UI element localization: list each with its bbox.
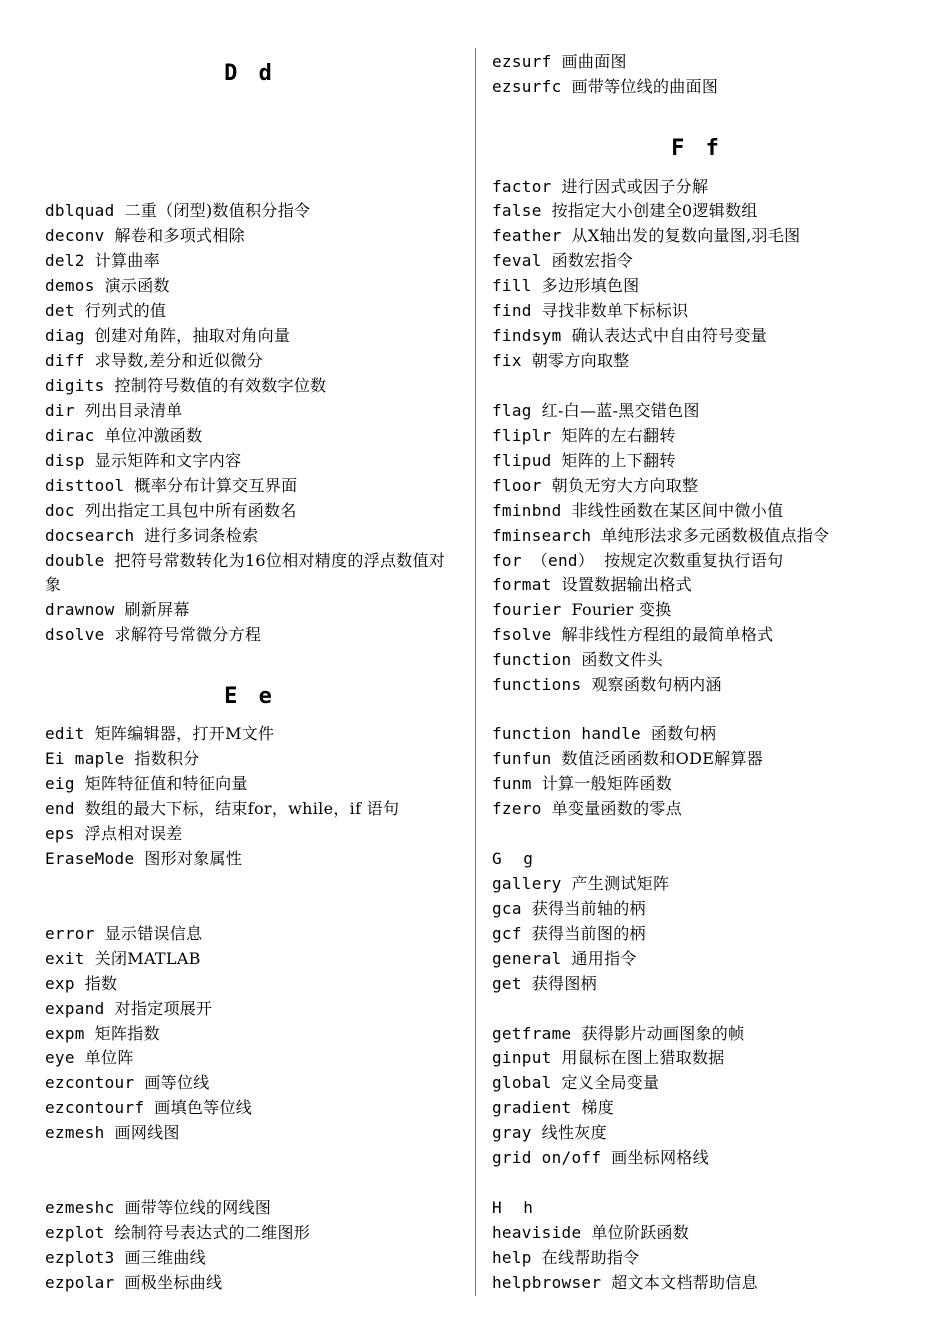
list-item: del2 计算曲率 [45, 251, 160, 270]
list-item: fix 朝零方向取整 [492, 351, 630, 370]
list-item: functions 观察函数句柄内涵 [492, 675, 722, 694]
list-item: expm 矩阵指数 [45, 1024, 160, 1043]
list-item: get 获得图柄 [492, 974, 597, 993]
list-item: ginput 用鼠标在图上猎取数据 [492, 1048, 725, 1067]
list-item: flag 红-白—蓝-黑交错色图 [492, 401, 700, 420]
list-item: ezsurf 画曲面图 [492, 52, 627, 71]
list-item: fourier Fourier 变换 [492, 600, 672, 619]
list-item: function 函数文件头 [492, 650, 663, 669]
list-item: helpbrowser 超文本文档帮助信息 [492, 1273, 758, 1292]
list-item: feather 从X轴出发的复数向量图,羽毛图 [492, 226, 801, 245]
list-item: function handle 函数句柄 [492, 724, 717, 743]
list-item: error 显示错误信息 [45, 924, 203, 943]
list-item: docsearch 进行多词条检索 [45, 526, 259, 545]
list-item: ezplot3 画三维曲线 [45, 1248, 206, 1267]
list-item: exp 指数 [45, 974, 118, 993]
list-item: general 通用指令 [492, 949, 637, 968]
list-item: det 行列式的值 [45, 301, 167, 320]
list-item: grid on/off 画坐标网格线 [492, 1148, 710, 1167]
list-item: dsolve 求解符号常微分方程 [45, 625, 262, 644]
list-item: help 在线帮助指令 [492, 1248, 640, 1267]
list-item: EraseMode 图形对象属性 [45, 849, 243, 868]
list-item: fill 多边形填色图 [492, 276, 640, 295]
list-item: expand 对指定项展开 [45, 999, 213, 1018]
list-item: gray 线性灰度 [492, 1123, 607, 1142]
list-item: disttool 概率分布计算交互界面 [45, 476, 298, 495]
list-item: ezpolar 画极坐标曲线 [45, 1273, 223, 1292]
list-item: dir 列出目录清单 [45, 401, 183, 420]
list-item: drawnow 刷新屏幕 [45, 600, 190, 619]
list-item: eig 矩阵特征值和特征向量 [45, 774, 248, 793]
list-item: fzero 单变量函数的零点 [492, 799, 683, 818]
list-item: global 定义全局变量 [492, 1073, 660, 1092]
list-item: funfun 数值泛函函数和ODE解算器 [492, 749, 764, 768]
section-heading-e: E e [224, 684, 276, 709]
list-item: false 按指定大小创建全0逻辑数组 [492, 201, 758, 220]
list-item: find 寻找非数单下标标识 [492, 301, 689, 320]
list-item: ezplot 绘制符号表达式的二维图形 [45, 1223, 311, 1242]
list-item: exit 关闭MATLAB [45, 949, 201, 968]
list-item: dirac 单位冲激函数 [45, 426, 203, 445]
list-item: fminsearch 单纯形法求多元函数极值点指令 [492, 526, 830, 545]
list-item: doc 列出指定工具包中所有函数名 [45, 501, 297, 520]
list-item: disp 显示矩阵和文字内容 [45, 451, 242, 470]
column-divider [475, 48, 476, 1296]
list-item: funm 计算一般矩阵函数 [492, 774, 673, 793]
list-item: Ei maple 指数积分 [45, 749, 200, 768]
list-item: findsym 确认表达式中自由符号变量 [492, 326, 768, 345]
list-item: for （end） 按规定次数重复执行语句 [492, 551, 784, 570]
list-item: gallery 产生测试矩阵 [492, 874, 670, 893]
list-item: eye 单位阵 [45, 1048, 134, 1067]
section-heading-h: H h [492, 1198, 539, 1217]
list-item: diag 创建对角阵，抽取对角向量 [45, 326, 291, 345]
list-item: ezcontourf 画填色等位线 [45, 1098, 253, 1117]
list-item: ezcontour 画等位线 [45, 1073, 210, 1092]
section-heading-g: G g [492, 849, 539, 868]
list-item: end 数组的最大下标，结束for，while，if 语句 [45, 799, 400, 818]
list-item: gca 获得当前轴的柄 [492, 899, 646, 918]
list-item: fminbnd 非线性函数在某区间中微小值 [492, 501, 784, 520]
list-item: gcf 获得当前图的柄 [492, 924, 646, 943]
list-item: flipud 矩阵的上下翻转 [492, 451, 676, 470]
section-heading-f: F f [671, 136, 723, 161]
list-item: heaviside 单位阶跃函数 [492, 1223, 690, 1242]
list-item: format 设置数据输出格式 [492, 575, 692, 594]
list-item: fsolve 解非线性方程组的最简单格式 [492, 625, 774, 644]
list-item: fliplr 矩阵的左右翻转 [492, 426, 676, 445]
list-item: diff 求导数,差分和近似微分 [45, 351, 264, 370]
list-item: gradient 梯度 [492, 1098, 615, 1117]
list-item: demos 演示函数 [45, 276, 170, 295]
list-item: getframe 获得影片动画图象的帧 [492, 1024, 745, 1043]
list-item: feval 函数宏指令 [492, 251, 634, 270]
list-item: dblquad 二重（闭型)数值积分指令 [45, 201, 311, 220]
list-item: floor 朝负无穷大方向取整 [492, 476, 699, 495]
list-item: edit 矩阵编辑器，打开M文件 [45, 724, 275, 743]
list-item: digits 控制符号数值的有效数字位数 [45, 376, 327, 395]
list-item: ezsurfc 画带等位线的曲面图 [492, 77, 719, 96]
list-item: deconv 解卷和多项式相除 [45, 226, 245, 245]
section-heading-d: D d [224, 61, 276, 86]
list-item: eps 浮点相对误差 [45, 824, 183, 843]
list-item: factor 进行因式或因子分解 [492, 177, 709, 196]
list-item: ezmesh 画网线图 [45, 1123, 180, 1142]
list-item: double 把符号常数转化为16位相对精度的浮点数值对象 [45, 551, 446, 594]
list-item: ezmeshc 画带等位线的网线图 [45, 1198, 272, 1217]
